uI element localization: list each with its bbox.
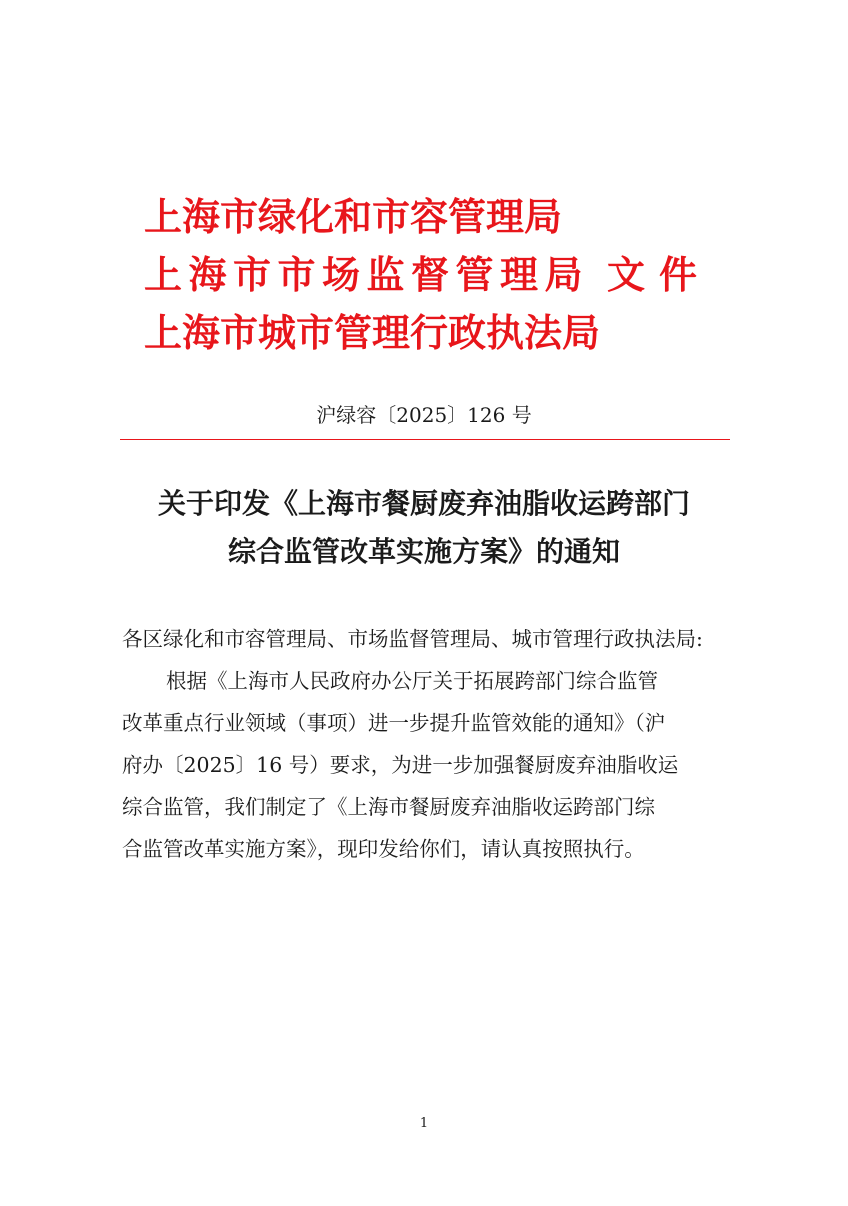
- title-line-1: 关于印发《上海市餐厨废弃油脂收运跨部门: [157, 487, 690, 520]
- body-line: 府办〔2025〕16 号）要求，为进一步加强餐厨废弃油脂收运: [122, 753, 679, 777]
- red-divider-line: [120, 439, 730, 440]
- body-line: 根据《上海市人民政府办公厅关于拓展跨部门综合监管: [166, 669, 658, 693]
- document-body: [122, 618, 732, 870]
- issuer-name-1: 上海市绿化和市容管理局: [144, 194, 563, 239]
- page-number: 1: [419, 1116, 429, 1131]
- body-line: 合监管改革实施方案》，现印发给你们，请认真按照执行。: [122, 837, 645, 861]
- issuer-line-2: [144, 246, 744, 304]
- issuer-name-3: 上海市城市管理行政执法局: [144, 310, 601, 355]
- document-word: 文件: [607, 252, 712, 297]
- body-line: 改革重点行业领域（事项）进一步提升监管效能的通知》（沪: [122, 711, 666, 735]
- document-number: 沪绿容〔2025〕126 号: [316, 403, 532, 427]
- title-line-2: 综合监管改革实施方案》的通知: [227, 535, 620, 568]
- issuer-name-2: 上海市市场监督管理局: [144, 252, 590, 297]
- addressee-line: 各区绿化和市容管理局、市场监督管理局、城市管理行政执法局:: [122, 627, 703, 651]
- document-title: [100, 480, 748, 576]
- issuer-header: [144, 188, 744, 362]
- body-line: 综合监管，我们制定了《上海市餐厨废弃油脂收运跨部门综: [122, 795, 655, 819]
